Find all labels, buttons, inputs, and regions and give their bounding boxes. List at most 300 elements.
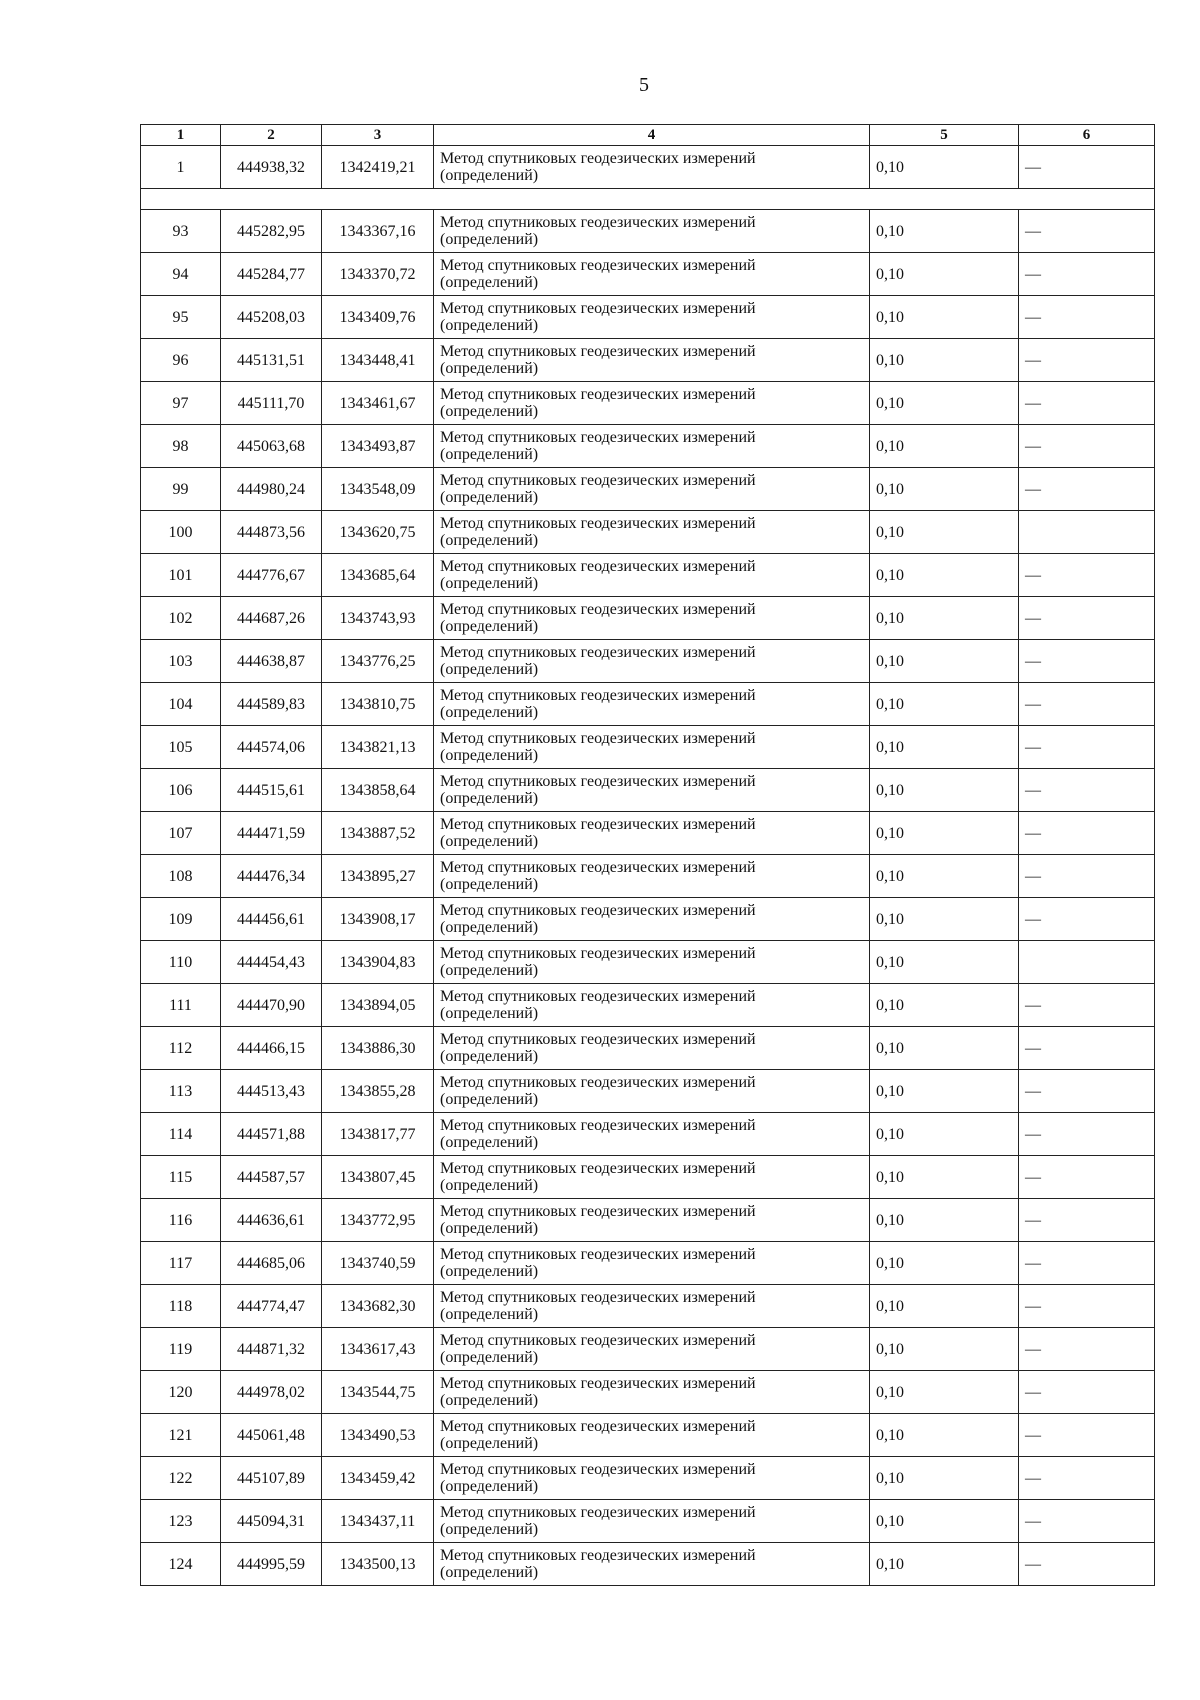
table-row — [141, 296, 1155, 339]
point-number: 106 — [141, 769, 221, 812]
note — [1019, 941, 1155, 984]
method-line1: Метод спутниковых геодезических измерений — [440, 257, 756, 274]
method-line1: Метод спутниковых геодезических измерений — [440, 902, 756, 919]
coord-y: 1343448,41 — [322, 339, 434, 382]
coord-x: 444871,32 — [221, 1328, 322, 1371]
accuracy: 0,10 — [870, 726, 1019, 769]
method-line2: (определений) — [440, 446, 539, 463]
point-number: 120 — [141, 1371, 221, 1414]
accuracy: 0,10 — [870, 640, 1019, 683]
method — [434, 511, 870, 554]
coord-x: 445282,95 — [221, 210, 322, 253]
coord-y: 1343772,95 — [322, 1199, 434, 1242]
coord-x: 444571,88 — [221, 1113, 322, 1156]
table-row — [141, 146, 1155, 189]
note: — — [1019, 1328, 1155, 1371]
accuracy: 0,10 — [870, 146, 1019, 189]
table-row — [141, 339, 1155, 382]
accuracy: 0,10 — [870, 210, 1019, 253]
note: — — [1019, 425, 1155, 468]
coord-y: 1343743,93 — [322, 597, 434, 640]
note: — — [1019, 296, 1155, 339]
point-number: 113 — [141, 1070, 221, 1113]
method — [434, 1328, 870, 1371]
coord-x: 444873,56 — [221, 511, 322, 554]
method-line1: Метод спутниковых геодезических измерений — [440, 343, 756, 360]
point-number: 97 — [141, 382, 221, 425]
note: — — [1019, 468, 1155, 511]
point-number: 119 — [141, 1328, 221, 1371]
coord-x: 444636,61 — [221, 1199, 322, 1242]
gap-row — [141, 189, 1155, 210]
coord-y: 1343904,83 — [322, 941, 434, 984]
note: — — [1019, 726, 1155, 769]
table-row — [141, 210, 1155, 253]
coord-x: 445107,89 — [221, 1457, 322, 1500]
method-line1: Метод спутниковых геодезических измерений — [440, 1246, 756, 1263]
method — [434, 941, 870, 984]
accuracy: 0,10 — [870, 984, 1019, 1027]
note: — — [1019, 1113, 1155, 1156]
note: — — [1019, 1199, 1155, 1242]
accuracy: 0,10 — [870, 382, 1019, 425]
coord-y: 1343500,13 — [322, 1543, 434, 1586]
method-line2: (определений) — [440, 1521, 539, 1538]
table-row — [141, 1113, 1155, 1156]
method-line2: (определений) — [440, 532, 539, 549]
method-line2: (определений) — [440, 231, 539, 248]
coord-x: 445284,77 — [221, 253, 322, 296]
note: — — [1019, 554, 1155, 597]
accuracy: 0,10 — [870, 1156, 1019, 1199]
header-col-3: 3 — [322, 125, 434, 146]
method — [434, 1500, 870, 1543]
table-row — [141, 855, 1155, 898]
method-line2: (определений) — [440, 747, 539, 764]
coord-x: 444454,43 — [221, 941, 322, 984]
coord-y: 1343437,11 — [322, 1500, 434, 1543]
method — [434, 640, 870, 683]
method — [434, 296, 870, 339]
coord-x: 444638,87 — [221, 640, 322, 683]
note: — — [1019, 339, 1155, 382]
method-line2: (определений) — [440, 876, 539, 893]
method — [434, 1371, 870, 1414]
coord-y: 1343810,75 — [322, 683, 434, 726]
coord-y: 1343544,75 — [322, 1371, 434, 1414]
table-row — [141, 511, 1155, 554]
note: — — [1019, 146, 1155, 189]
coordinates-table — [140, 124, 1155, 1586]
method-line1: Метод спутниковых геодезических измерений — [440, 730, 756, 747]
coord-x: 444471,59 — [221, 812, 322, 855]
method — [434, 1156, 870, 1199]
table-row — [141, 468, 1155, 511]
coord-x: 444476,34 — [221, 855, 322, 898]
method-line2: (определений) — [440, 790, 539, 807]
method — [434, 1070, 870, 1113]
table-row — [141, 1199, 1155, 1242]
method-line1: Метод спутниковых геодезических измерений — [440, 1117, 756, 1134]
method — [434, 1457, 870, 1500]
table-row — [141, 640, 1155, 683]
note: — — [1019, 1543, 1155, 1586]
table-row — [141, 1285, 1155, 1328]
coord-x: 444589,83 — [221, 683, 322, 726]
note: — — [1019, 898, 1155, 941]
accuracy: 0,10 — [870, 1113, 1019, 1156]
coord-y: 1343493,87 — [322, 425, 434, 468]
method-line2: (определений) — [440, 1564, 539, 1581]
point-number: 124 — [141, 1543, 221, 1586]
method-line2: (определений) — [440, 1134, 539, 1151]
point-number: 118 — [141, 1285, 221, 1328]
coord-x: 444995,59 — [221, 1543, 322, 1586]
method-line2: (определений) — [440, 661, 539, 678]
method-line1: Метод спутниковых геодезических измерений — [440, 1504, 756, 1521]
table-row — [141, 382, 1155, 425]
table-row — [141, 1027, 1155, 1070]
method — [434, 554, 870, 597]
point-number: 100 — [141, 511, 221, 554]
header-col-4: 4 — [434, 125, 870, 146]
point-number: 115 — [141, 1156, 221, 1199]
method-line1: Метод спутниковых геодезических измерений — [440, 1031, 756, 1048]
note — [1019, 511, 1155, 554]
table-row — [141, 898, 1155, 941]
method-line2: (определений) — [440, 274, 539, 291]
method-line1: Метод спутниковых геодезических измерений — [440, 1332, 756, 1349]
method — [434, 1543, 870, 1586]
method-line2: (определений) — [440, 1048, 539, 1065]
accuracy: 0,10 — [870, 296, 1019, 339]
point-number: 96 — [141, 339, 221, 382]
point-number: 114 — [141, 1113, 221, 1156]
coord-y: 1343490,53 — [322, 1414, 434, 1457]
point-number: 107 — [141, 812, 221, 855]
note: — — [1019, 855, 1155, 898]
method-line2: (определений) — [440, 618, 539, 635]
coord-y: 1343776,25 — [322, 640, 434, 683]
note: — — [1019, 253, 1155, 296]
point-number: 105 — [141, 726, 221, 769]
header-col-6: 6 — [1019, 125, 1155, 146]
note: — — [1019, 683, 1155, 726]
coord-y: 1343821,13 — [322, 726, 434, 769]
method-line1: Метод спутниковых геодезических измерений — [440, 515, 756, 532]
method-line2: (определений) — [440, 360, 539, 377]
method-line1: Метод спутниковых геодезических измерений — [440, 558, 756, 575]
table-row — [141, 984, 1155, 1027]
method — [434, 769, 870, 812]
table-row — [141, 253, 1155, 296]
method — [434, 726, 870, 769]
accuracy: 0,10 — [870, 1242, 1019, 1285]
point-number: 103 — [141, 640, 221, 683]
accuracy: 0,10 — [870, 898, 1019, 941]
method — [434, 1113, 870, 1156]
method-line1: Метод спутниковых геодезических измерений — [440, 1074, 756, 1091]
table-row — [141, 1156, 1155, 1199]
accuracy: 0,10 — [870, 1285, 1019, 1328]
point-number: 1 — [141, 146, 221, 189]
coord-x: 444515,61 — [221, 769, 322, 812]
coord-y: 1343459,42 — [322, 1457, 434, 1500]
gap-cell — [141, 189, 1155, 210]
accuracy: 0,10 — [870, 554, 1019, 597]
coord-x: 445094,31 — [221, 1500, 322, 1543]
coord-x: 444574,06 — [221, 726, 322, 769]
method-line1: Метод спутниковых геодезических измерений — [440, 1547, 756, 1564]
note: — — [1019, 1027, 1155, 1070]
table-row — [141, 554, 1155, 597]
note: — — [1019, 769, 1155, 812]
point-number: 98 — [141, 425, 221, 468]
method-line1: Метод спутниковых геодезических измерений — [440, 1289, 756, 1306]
coord-y: 1342419,21 — [322, 146, 434, 189]
accuracy: 0,10 — [870, 1500, 1019, 1543]
coord-x: 444978,02 — [221, 1371, 322, 1414]
method-line2: (определений) — [440, 317, 539, 334]
note: — — [1019, 1371, 1155, 1414]
accuracy: 0,10 — [870, 597, 1019, 640]
point-number: 102 — [141, 597, 221, 640]
method — [434, 1027, 870, 1070]
method-line1: Метод спутниковых геодезических измерений — [440, 472, 756, 489]
method-line1: Метод спутниковых геодезических измерений — [440, 1375, 756, 1392]
method-line1: Метод спутниковых геодезических измерений — [440, 429, 756, 446]
coord-x: 444774,47 — [221, 1285, 322, 1328]
accuracy: 0,10 — [870, 1070, 1019, 1113]
method-line1: Метод спутниковых геодезических измерений — [440, 988, 756, 1005]
table-row — [141, 941, 1155, 984]
coord-y: 1343685,64 — [322, 554, 434, 597]
point-number: 112 — [141, 1027, 221, 1070]
method-line1: Метод спутниковых геодезических измерений — [440, 1203, 756, 1220]
note: — — [1019, 812, 1155, 855]
coord-y: 1343894,05 — [322, 984, 434, 1027]
method — [434, 1242, 870, 1285]
coord-x: 444980,24 — [221, 468, 322, 511]
coord-y: 1343409,76 — [322, 296, 434, 339]
method — [434, 683, 870, 726]
coord-y: 1343895,27 — [322, 855, 434, 898]
accuracy: 0,10 — [870, 683, 1019, 726]
accuracy: 0,10 — [870, 1457, 1019, 1500]
accuracy: 0,10 — [870, 1328, 1019, 1371]
table-row — [141, 1457, 1155, 1500]
method-line2: (определений) — [440, 919, 539, 936]
coord-x: 444513,43 — [221, 1070, 322, 1113]
coord-x: 444938,32 — [221, 146, 322, 189]
table-row — [141, 683, 1155, 726]
method-line1: Метод спутниковых геодезических измерений — [440, 816, 756, 833]
method — [434, 984, 870, 1027]
accuracy: 0,10 — [870, 339, 1019, 382]
point-number: 95 — [141, 296, 221, 339]
method-line2: (определений) — [440, 1349, 539, 1366]
method-line2: (определений) — [440, 1220, 539, 1237]
table-row — [141, 769, 1155, 812]
accuracy: 0,10 — [870, 812, 1019, 855]
point-number: 109 — [141, 898, 221, 941]
note: — — [1019, 210, 1155, 253]
point-number: 101 — [141, 554, 221, 597]
coord-y: 1343817,77 — [322, 1113, 434, 1156]
header-row — [141, 125, 1155, 146]
coord-x: 444687,26 — [221, 597, 322, 640]
method — [434, 468, 870, 511]
coord-y: 1343887,52 — [322, 812, 434, 855]
method-line2: (определений) — [440, 167, 539, 184]
method-line2: (определений) — [440, 833, 539, 850]
accuracy: 0,10 — [870, 1371, 1019, 1414]
method-line2: (определений) — [440, 1005, 539, 1022]
coord-x: 444776,67 — [221, 554, 322, 597]
point-number: 104 — [141, 683, 221, 726]
method-line1: Метод спутниковых геодезических измерений — [440, 214, 756, 231]
point-number: 117 — [141, 1242, 221, 1285]
note: — — [1019, 1500, 1155, 1543]
method-line1: Метод спутниковых геодезических измерений — [440, 644, 756, 661]
coord-y: 1343855,28 — [322, 1070, 434, 1113]
table-row — [141, 726, 1155, 769]
method-line2: (определений) — [440, 575, 539, 592]
method-line2: (определений) — [440, 1091, 539, 1108]
method-line2: (определений) — [440, 489, 539, 506]
table-row — [141, 1070, 1155, 1113]
method — [434, 597, 870, 640]
method-line1: Метод спутниковых геодезических измерений — [440, 1160, 756, 1177]
method-line2: (определений) — [440, 1263, 539, 1280]
coord-x: 445111,70 — [221, 382, 322, 425]
method-line2: (определений) — [440, 704, 539, 721]
note: — — [1019, 1457, 1155, 1500]
method — [434, 855, 870, 898]
point-number: 108 — [141, 855, 221, 898]
method — [434, 425, 870, 468]
method-line2: (определений) — [440, 962, 539, 979]
accuracy: 0,10 — [870, 941, 1019, 984]
method-line1: Метод спутниковых геодезических измерений — [440, 150, 756, 167]
table-row — [141, 1328, 1155, 1371]
method-line2: (определений) — [440, 1478, 539, 1495]
table-row — [141, 1371, 1155, 1414]
method — [434, 339, 870, 382]
method — [434, 382, 870, 425]
coord-x: 444470,90 — [221, 984, 322, 1027]
method-line2: (определений) — [440, 1177, 539, 1194]
method-line2: (определений) — [440, 1392, 539, 1409]
method-line1: Метод спутниковых геодезических измерений — [440, 601, 756, 618]
accuracy: 0,10 — [870, 769, 1019, 812]
method — [434, 812, 870, 855]
coord-x: 445208,03 — [221, 296, 322, 339]
point-number: 122 — [141, 1457, 221, 1500]
coord-y: 1343807,45 — [322, 1156, 434, 1199]
coord-x: 445131,51 — [221, 339, 322, 382]
method-line1: Метод спутниковых геодезических измерений — [440, 687, 756, 704]
table-row — [141, 1414, 1155, 1457]
point-number: 116 — [141, 1199, 221, 1242]
coord-x: 444587,57 — [221, 1156, 322, 1199]
page-number: 5 — [639, 74, 649, 96]
point-number: 94 — [141, 253, 221, 296]
coord-y: 1343886,30 — [322, 1027, 434, 1070]
table-row — [141, 1543, 1155, 1586]
coord-y: 1343548,09 — [322, 468, 434, 511]
point-number: 93 — [141, 210, 221, 253]
note: — — [1019, 640, 1155, 683]
coord-x: 445063,68 — [221, 425, 322, 468]
note: — — [1019, 1414, 1155, 1457]
coord-y: 1343461,67 — [322, 382, 434, 425]
coord-y: 1343617,43 — [322, 1328, 434, 1371]
coord-y: 1343367,16 — [322, 210, 434, 253]
table-row — [141, 425, 1155, 468]
coord-x: 444456,61 — [221, 898, 322, 941]
coord-y: 1343858,64 — [322, 769, 434, 812]
method — [434, 146, 870, 189]
note: — — [1019, 984, 1155, 1027]
point-number: 123 — [141, 1500, 221, 1543]
method — [434, 1285, 870, 1328]
accuracy: 0,10 — [870, 1543, 1019, 1586]
method — [434, 1414, 870, 1457]
coord-y: 1343370,72 — [322, 253, 434, 296]
coord-y: 1343908,17 — [322, 898, 434, 941]
accuracy: 0,10 — [870, 425, 1019, 468]
header-col-1: 1 — [141, 125, 221, 146]
accuracy: 0,10 — [870, 855, 1019, 898]
method-line1: Метод спутниковых геодезических измерений — [440, 859, 756, 876]
point-number: 99 — [141, 468, 221, 511]
accuracy: 0,10 — [870, 1199, 1019, 1242]
table-row — [141, 1500, 1155, 1543]
table-row — [141, 812, 1155, 855]
point-number: 110 — [141, 941, 221, 984]
method — [434, 1199, 870, 1242]
method — [434, 210, 870, 253]
coord-x: 444685,06 — [221, 1242, 322, 1285]
table-row — [141, 1242, 1155, 1285]
method-line1: Метод спутниковых геодезических измерений — [440, 1418, 756, 1435]
method-line2: (определений) — [440, 1306, 539, 1323]
note: — — [1019, 1156, 1155, 1199]
point-number: 121 — [141, 1414, 221, 1457]
accuracy: 0,10 — [870, 253, 1019, 296]
point-number: 111 — [141, 984, 221, 1027]
accuracy: 0,10 — [870, 1414, 1019, 1457]
table-row — [141, 597, 1155, 640]
method-line1: Метод спутниковых геодезических измерений — [440, 386, 756, 403]
accuracy: 0,10 — [870, 511, 1019, 554]
coord-x: 445061,48 — [221, 1414, 322, 1457]
method — [434, 898, 870, 941]
coord-y: 1343682,30 — [322, 1285, 434, 1328]
method-line1: Метод спутниковых геодезических измерений — [440, 773, 756, 790]
method-line1: Метод спутниковых геодезических измерений — [440, 1461, 756, 1478]
method-line1: Метод спутниковых геодезических измерений — [440, 945, 756, 962]
note: — — [1019, 1242, 1155, 1285]
note: — — [1019, 1285, 1155, 1328]
method-line1: Метод спутниковых геодезических измерений — [440, 300, 756, 317]
note: — — [1019, 382, 1155, 425]
coord-x: 444466,15 — [221, 1027, 322, 1070]
note: — — [1019, 597, 1155, 640]
header-col-2: 2 — [221, 125, 322, 146]
method-line2: (определений) — [440, 403, 539, 420]
